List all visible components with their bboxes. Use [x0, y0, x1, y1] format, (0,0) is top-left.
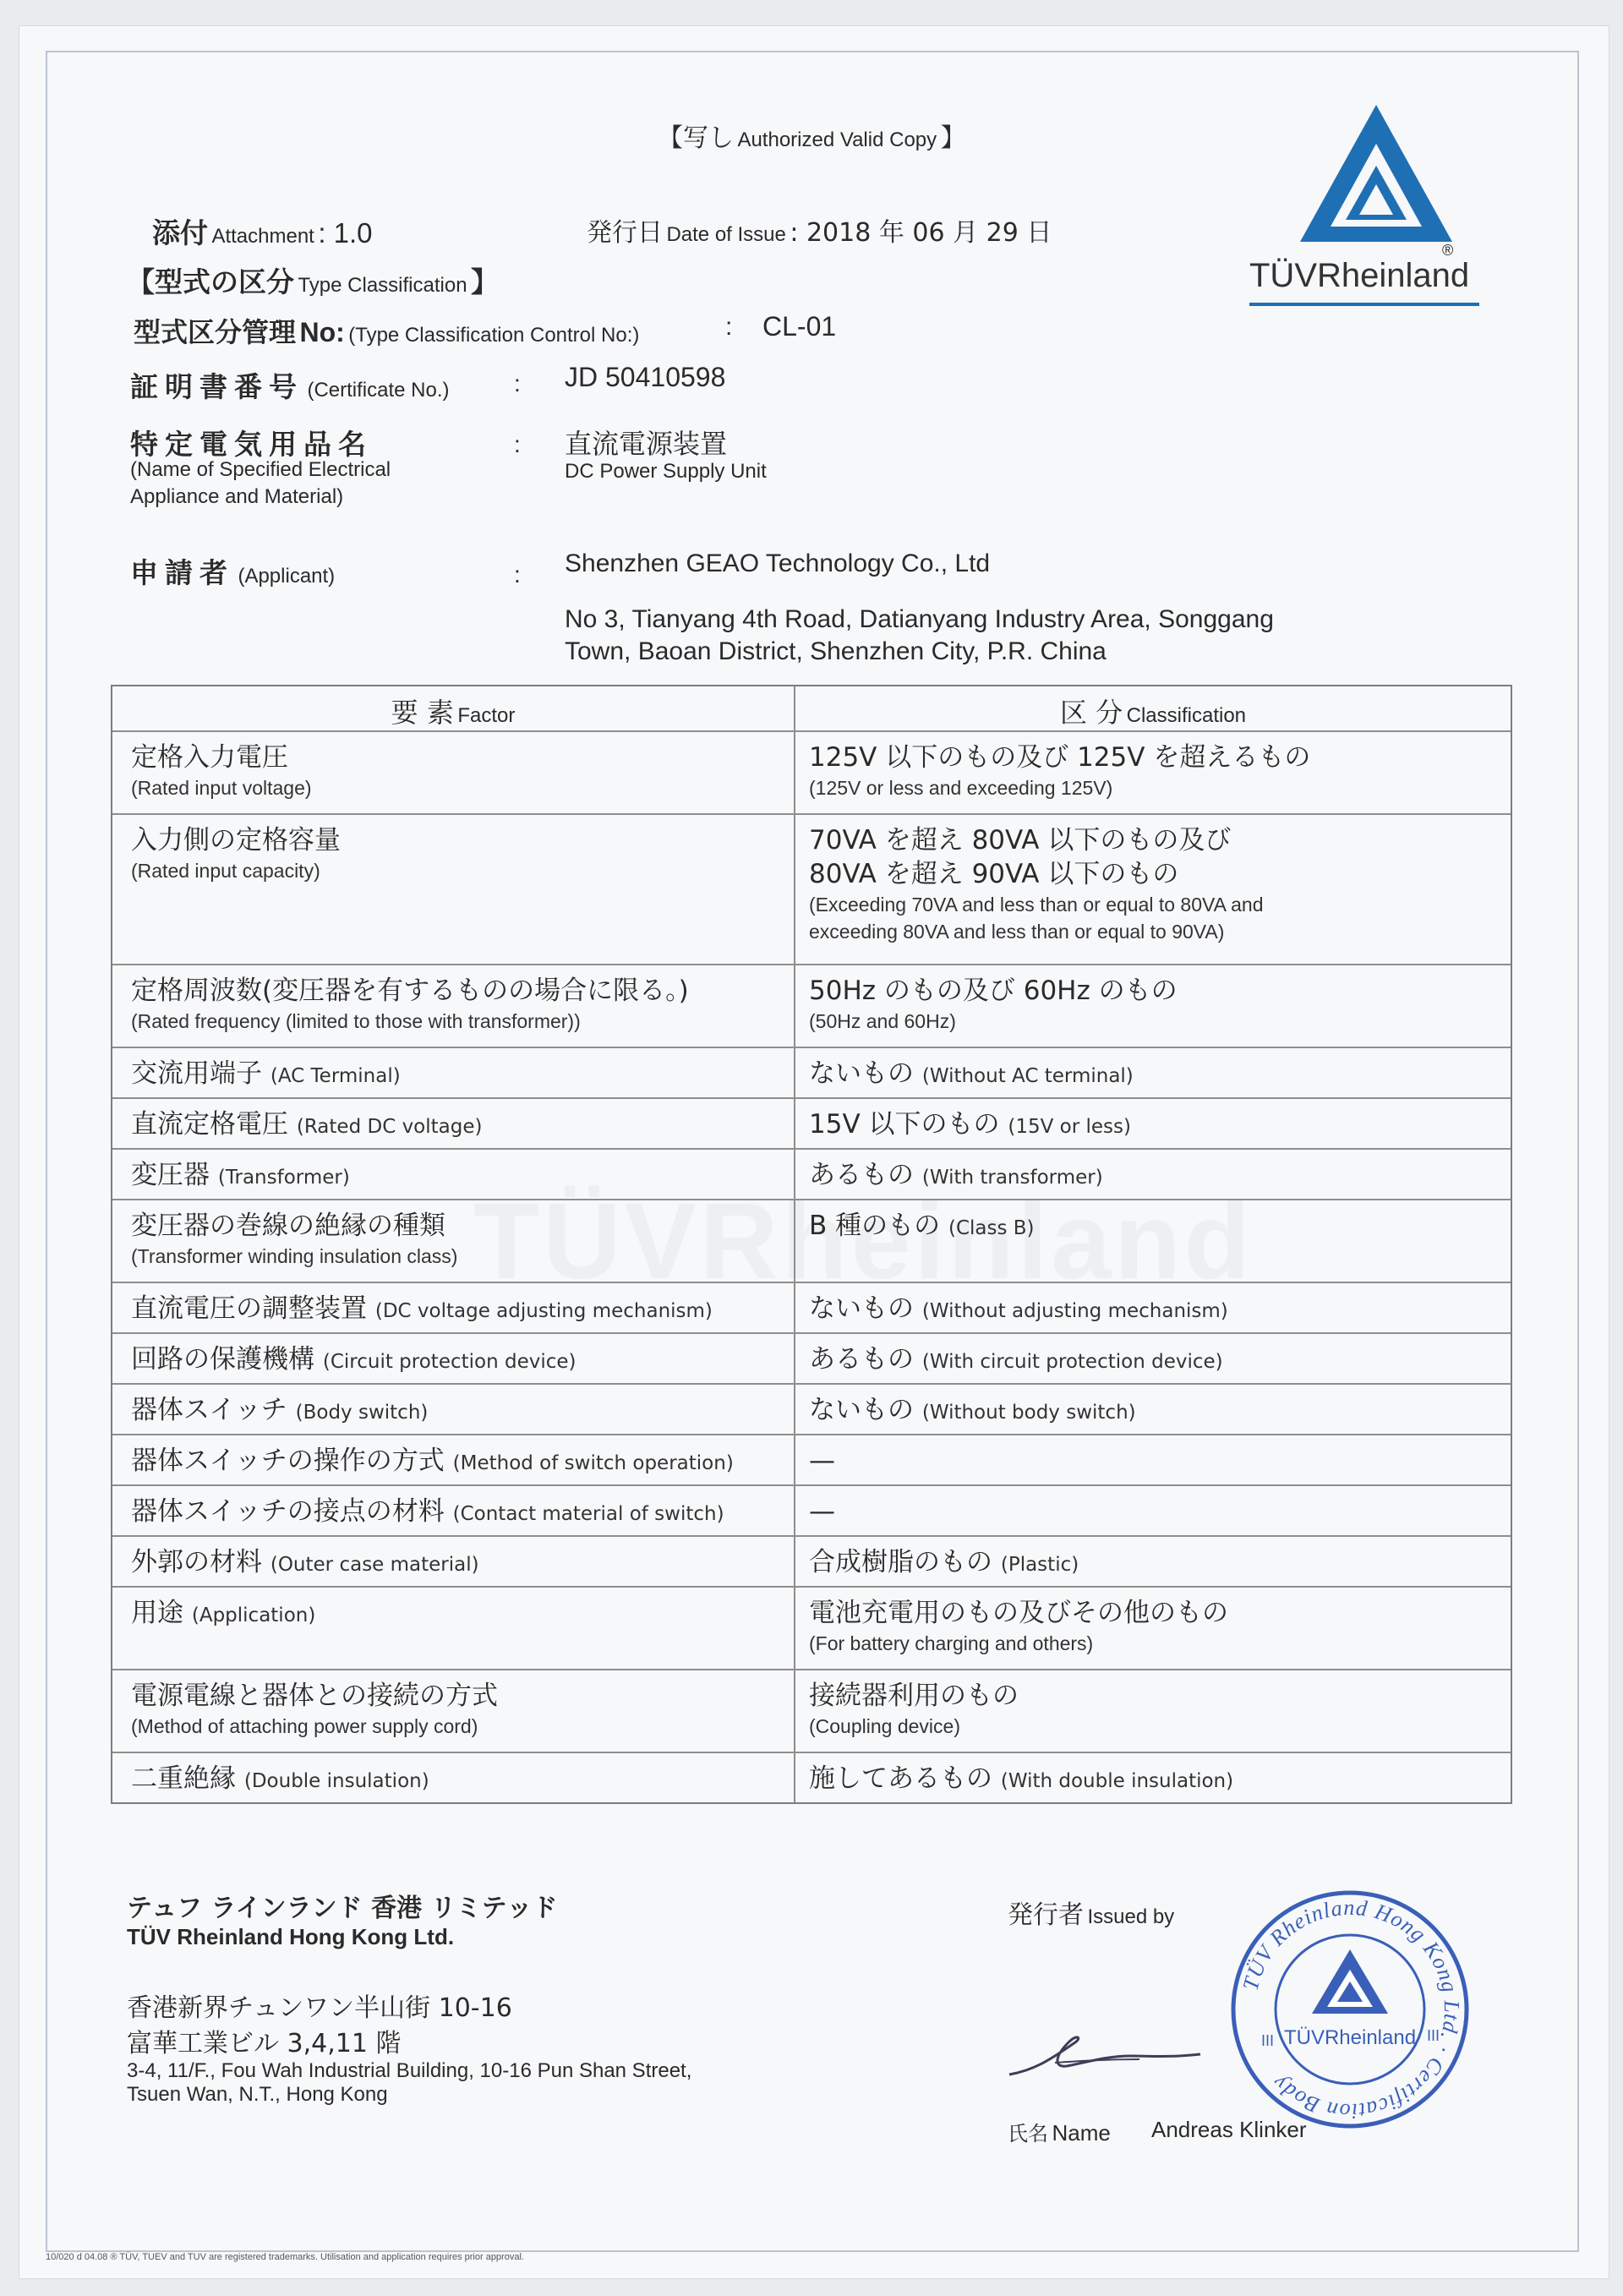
factor-jp: 入力側の定格容量 [131, 825, 341, 856]
signature-image [1004, 2022, 1207, 2090]
issuer-address-jp-1: 香港新界チュンワン半山街 10-16 [127, 1993, 512, 2023]
factor-en: (Transformer winding insulation class) [131, 1245, 458, 1267]
classification-cell: ないもの (Without body switch) [809, 1395, 1136, 1425]
svg-text:III: III [1427, 2027, 1440, 2044]
table-header-row [112, 686, 1511, 730]
factor-cell: 二重絶縁 (Double insulation) [131, 1763, 429, 1794]
table-row [112, 1282, 1511, 1332]
classification-cell: あるもの (With transformer) [809, 1160, 1103, 1190]
classification-cell: B 種のもの (Class B) [809, 1211, 1035, 1241]
table-row [112, 1047, 1511, 1097]
classification-en-2: exceeding 80VA and less than or equal to 90VA) [809, 921, 1225, 943]
type-classification-title: 【型式の区分 Type Classification 】 [127, 265, 499, 298]
factor-header: 要 素 Factor [391, 697, 516, 729]
classification-cell: — [809, 1496, 835, 1527]
factor-en: (Rated input capacity) [131, 860, 320, 882]
classification-cell: あるもの (With circuit protection device) [809, 1344, 1223, 1375]
issuer-address-en-1: 3-4, 11/F., Fou Wah Industrial Building, 10-16 Pun Shan Street, [127, 2059, 692, 2082]
classification-table [111, 685, 1512, 1804]
classification-en: (For battery charging and others) [809, 1632, 1094, 1654]
table-row [112, 1332, 1511, 1383]
classification-en: (50Hz and 60Hz) [809, 1010, 956, 1032]
table-row [112, 1097, 1511, 1148]
classification-jp: 70VA を超え 80VA 以下のもの及び [809, 825, 1232, 856]
appliance-value-jp: 直流電源装置 [565, 428, 728, 460]
classification-jp: 125V 以下のもの及び 125V を超えるもの [809, 742, 1311, 773]
classification-cell: ないもの (Without AC terminal) [809, 1058, 1134, 1089]
table-row [112, 964, 1511, 1047]
issuer-company-jp: テュフ ラインランド 香港 リミテッド [127, 1894, 558, 1923]
svg-text:TÜV Rheinland Hong Kong Ltd.: TÜV Rheinland Hong Kong Ltd. · Certification Body [1238, 1894, 1465, 2124]
appliance-colon: : [514, 431, 521, 457]
issuer-company-en: TÜV Rheinland Hong Kong Ltd. [127, 1924, 455, 1949]
applicant-address-1: No 3, Tianyang 4th Road, Datianyang Industry Area, Songgang [565, 605, 1274, 633]
factor-en: (Rated frequency (limited to those with transformer)) [131, 1010, 581, 1032]
table-row [112, 730, 1511, 813]
signatory-name: Andreas Klinker [1151, 2117, 1307, 2142]
table-row [112, 1752, 1511, 1802]
classification-jp: 電池充電用のもの及びその他のもの [809, 1598, 1228, 1628]
svg-text:TÜVRheinland: TÜVRheinland [1283, 2026, 1417, 2049]
control-no-label: 型式区分管理 No: (Type Classification Control No:) [134, 316, 640, 348]
factor-cell: 回路の保護機構 (Circuit protection device) [131, 1344, 577, 1375]
certificate-no-value: JD 50410598 [565, 362, 726, 392]
certificate-no-colon: : [514, 370, 521, 396]
classification-jp-2: 80VA を超え 90VA 以下のもの [809, 859, 1179, 889]
classification-cell: 施してあるもの (With double insulation) [809, 1763, 1234, 1794]
factor-jp: 定格入力電圧 [131, 742, 288, 773]
factor-cell: 直流定格電圧 (Rated DC voltage) [131, 1109, 483, 1140]
classification-jp: 接続器利用のもの [809, 1681, 1019, 1711]
table-row [112, 813, 1511, 964]
attachment-line: 添付 Attachment : 1.0 [152, 216, 373, 249]
classification-en: (125V or less and exceeding 125V) [809, 777, 1113, 799]
factor-en: (Method of attaching power supply cord) [131, 1715, 478, 1737]
applicant-address-2: Town, Baoan District, Shenzhen City, P.R. China [565, 637, 1107, 665]
classification-en: (Coupling device) [809, 1715, 960, 1737]
table-row [112, 1434, 1511, 1484]
name-label: 氏名 Name [1008, 2120, 1111, 2146]
footer-trademark-note: 10/020 d 04.08 ® TÜV, TUEV and TUV are registered trademarks. Utilisation and application requires prior approval. [46, 2252, 524, 2262]
copy-label: 【写し Authorized Valid Copy 】 [658, 123, 966, 153]
control-no-value: CL-01 [762, 311, 837, 342]
factor-jp: 変圧器の巻線の絶縁の種類 [131, 1211, 445, 1241]
table-row [112, 1484, 1511, 1535]
classification-header: 区 分 Classification [794, 686, 1511, 730]
certification-stamp [1227, 1887, 1473, 2132]
table-row [112, 1586, 1511, 1669]
factor-cell: 変圧器 (Transformer) [131, 1160, 350, 1190]
appliance-name-en-2: Appliance and Material) [130, 485, 344, 508]
tuv-logo [1249, 100, 1495, 311]
tuv-brand-text: TÜVRheinland [1249, 257, 1470, 294]
classification-jp: 50Hz のもの及び 60Hz のもの [809, 976, 1178, 1006]
factor-cell: 用途 (Application) [131, 1598, 316, 1628]
registered-mark: ® [1442, 242, 1454, 259]
applicant-name: Shenzhen GEAO Technology Co., Ltd [565, 549, 991, 577]
table-row [112, 1148, 1511, 1199]
factor-jp: 定格周波数(変圧器を有するものの場合に限る。) [131, 976, 689, 1006]
table-row [112, 1535, 1511, 1586]
issue-date-line: 発行日 Date of Issue : 2018 年 06 月 29 日 [587, 218, 1052, 248]
factor-cell: 直流電圧の調整装置 (DC voltage adjusting mechanism) [131, 1293, 713, 1324]
classification-cell: 合成樹脂のもの (Plastic) [809, 1547, 1079, 1577]
applicant-colon: : [514, 561, 521, 588]
factor-jp: 電源電線と器体との接続の方式 [131, 1681, 498, 1711]
classification-en: (Exceeding 70VA and less than or equal to 80VA and [809, 894, 1264, 916]
issued-by-label: 発行者 Issued by [1008, 1900, 1175, 1930]
table-row [112, 1383, 1511, 1434]
appliance-name-en-1: (Name of Specified Electrical [130, 458, 391, 481]
classification-cell: — [809, 1446, 835, 1476]
factor-cell: 交流用端子 (AC Terminal) [131, 1058, 401, 1089]
classification-cell: 15V 以下のもの (15V or less) [809, 1109, 1131, 1140]
factor-cell: 外郭の材料 (Outer case material) [131, 1547, 479, 1577]
factor-cell: 器体スイッチの接点の材料 (Contact material of switch) [131, 1496, 724, 1527]
issuer-address-en-2: Tsuen Wan, N.T., Hong Kong [127, 2083, 388, 2106]
table-row [112, 1669, 1511, 1752]
factor-cell: 器体スイッチの操作の方式 (Method of switch operation) [131, 1446, 734, 1476]
certificate-no-label: 証明書番号 (Certificate No.) [130, 370, 450, 403]
svg-text:III: III [1261, 2032, 1275, 2049]
factor-cell: 器体スイッチ (Body switch) [131, 1395, 429, 1425]
appliance-name-label: 特定電気用品名 [130, 428, 373, 461]
classification-cell: ないもの (Without adjusting mechanism) [809, 1293, 1228, 1324]
control-no-colon: : [725, 313, 733, 341]
factor-en: (Rated input voltage) [131, 777, 312, 799]
issuer-address-jp-2: 富華工業ビル 3,4,11 階 [127, 2029, 402, 2058]
applicant-label: 申請者 (Applicant) [130, 556, 336, 589]
appliance-value-en: DC Power Supply Unit [565, 460, 767, 483]
table-row [112, 1199, 1511, 1282]
